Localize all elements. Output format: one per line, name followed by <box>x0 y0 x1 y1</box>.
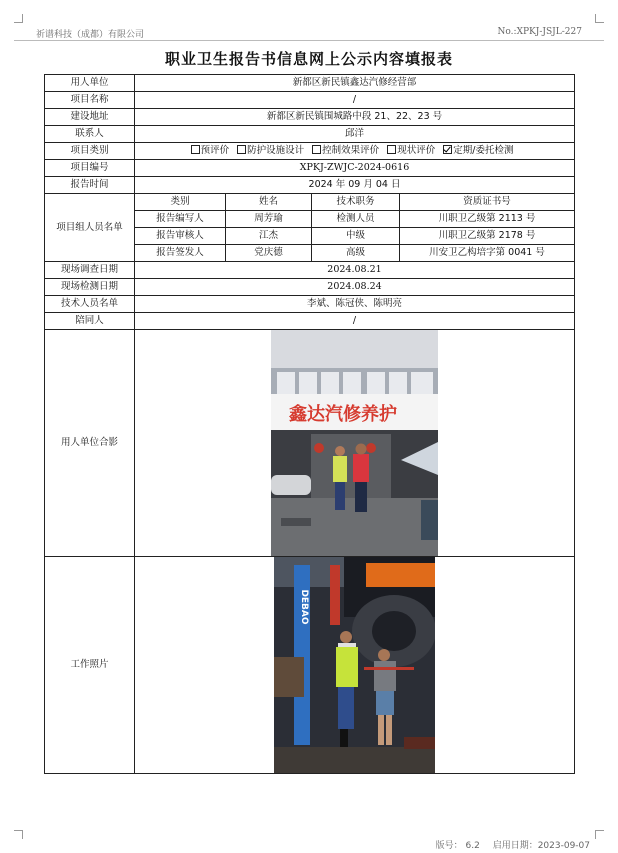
effective-date-text: 启用日期：2023-09-07 <box>492 841 590 851</box>
corner-mark-bottom-right <box>595 830 604 839</box>
employer-label: 用人单位 <box>45 75 135 92</box>
row-escort <box>45 313 575 330</box>
group-photo <box>271 330 438 556</box>
escort-label: 陪同人 <box>45 313 135 330</box>
corner-mark-bottom-left <box>14 830 23 839</box>
survey-date-value: 2024.08.21 <box>135 262 575 279</box>
test-date-label: 现场检测日期 <box>45 279 135 296</box>
category-option[interactable]: 防护设施设计 <box>237 145 304 157</box>
header-divider <box>14 40 604 41</box>
work-photo-cell <box>135 557 575 774</box>
group-photo-cell <box>135 330 575 557</box>
checkbox-icon <box>387 145 396 154</box>
group-photo-image <box>271 330 438 556</box>
shop-sign-text: 鑫达汽修养护 <box>289 404 397 425</box>
project-name-value: / <box>135 92 575 109</box>
team-header-title: 技术职务 <box>312 194 400 211</box>
lift-brand-text: DEBAO <box>299 589 309 625</box>
version-text: 版号： 6.2 <box>435 841 480 851</box>
work-photo-image <box>274 557 435 773</box>
address-value: 新都区新民镇围城路中段 21、22、23 号 <box>135 109 575 126</box>
team-header-role: 类别 <box>135 194 226 211</box>
report-time-label: 报告时间 <box>45 177 135 194</box>
employer-value: 新都区新民镇鑫达汽修经营部 <box>135 75 575 92</box>
member-title: 高级 <box>312 245 400 262</box>
category-option[interactable]: 控制效果评价 <box>312 145 379 157</box>
corner-mark-top-right <box>595 14 604 23</box>
survey-date-label: 现场调查日期 <box>45 262 135 279</box>
member-title: 检测人员 <box>312 211 400 228</box>
disclosure-form-table <box>44 74 575 774</box>
row-work-photo <box>45 557 575 774</box>
category-option[interactable]: 定期/委托检测 <box>443 145 513 157</box>
member-title: 中级 <box>312 228 400 245</box>
checkbox-icon <box>237 145 246 154</box>
row-address <box>45 109 575 126</box>
member-name: 江杰 <box>226 228 312 245</box>
category-option[interactable]: 预评价 <box>191 145 230 157</box>
report-time-value: 2024 年 09 月 04 日 <box>135 177 575 194</box>
checkbox-checked-icon <box>443 145 452 154</box>
member-role: 报告编写人 <box>135 211 226 228</box>
page-footer <box>426 838 590 851</box>
member-name: 周芳瑜 <box>226 211 312 228</box>
row-survey-date <box>45 262 575 279</box>
project-no-label: 项目编号 <box>45 160 135 177</box>
row-project-no <box>45 160 575 177</box>
work-photo <box>274 557 435 773</box>
project-name-label: 项目名称 <box>45 92 135 109</box>
checkbox-icon <box>312 145 321 154</box>
row-employer <box>45 75 575 92</box>
member-cert: 川职卫乙级第 2178 号 <box>400 228 575 245</box>
address-label: 建设地址 <box>45 109 135 126</box>
category-options <box>135 143 575 160</box>
contact-value: 邱洋 <box>135 126 575 143</box>
team-label: 项目组人员名单 <box>45 194 135 262</box>
member-cert: 川安卫乙构培字第 0041 号 <box>400 245 575 262</box>
technicians-value: 李斌、陈冠侠、陈明亮 <box>135 296 575 313</box>
group-photo-label: 用人单位合影 <box>45 330 135 557</box>
escort-value: / <box>135 313 575 330</box>
member-role: 报告审核人 <box>135 228 226 245</box>
row-test-date <box>45 279 575 296</box>
category-option[interactable]: 现状评价 <box>387 145 435 157</box>
category-label: 项目类别 <box>45 143 135 160</box>
row-project-name <box>45 92 575 109</box>
test-date-value: 2024.08.24 <box>135 279 575 296</box>
project-no-value: XPKJ-ZWJC-2024-0616 <box>135 160 575 177</box>
row-contact <box>45 126 575 143</box>
row-technicians <box>45 296 575 313</box>
company-name: 祈谱科技（成都）有限公司 <box>36 30 145 40</box>
team-header-row <box>45 194 575 211</box>
corner-mark-top-left <box>14 14 23 23</box>
team-header-name: 姓名 <box>226 194 312 211</box>
row-category <box>45 143 575 160</box>
member-cert: 川职卫乙级第 2113 号 <box>400 211 575 228</box>
member-name: 党庆德 <box>226 245 312 262</box>
team-header-cert: 资质证书号 <box>400 194 575 211</box>
member-role: 报告签发人 <box>135 245 226 262</box>
row-report-time <box>45 177 575 194</box>
contact-label: 联系人 <box>45 126 135 143</box>
work-photo-label: 工作照片 <box>45 557 135 774</box>
row-group-photo <box>45 330 575 557</box>
checkbox-icon <box>191 145 200 154</box>
page-title: 职业卫生报告书信息网上公示内容填报表 <box>164 50 453 68</box>
technicians-label: 技术人员名单 <box>45 296 135 313</box>
document-number: No.:XPKJ-JSJL-227 <box>497 27 582 37</box>
